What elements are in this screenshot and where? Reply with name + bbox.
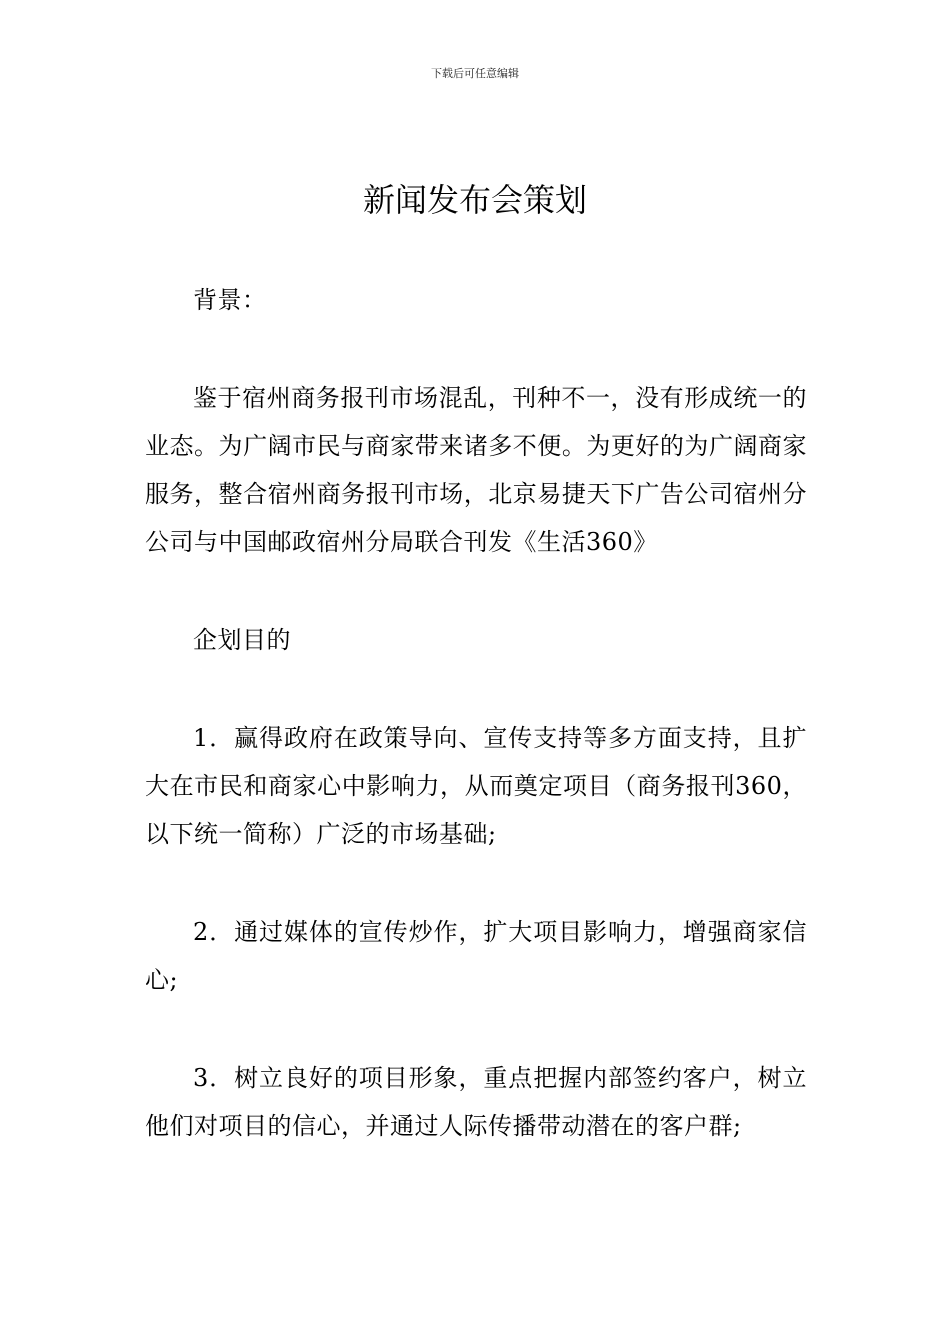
purpose-label: 企划目的 [193,626,291,654]
paragraph-spacer [145,566,807,616]
page-title: 新闻发布会策划 [362,181,587,219]
background-label: 背景： [193,286,267,314]
paragraph-spacer [145,324,807,374]
document-body [145,276,807,1150]
paragraph-spacer [145,1004,807,1054]
purpose-item-3: 3．树立良好的项目形象，重点把握内部签约客户，树立他们对项目的信心，并通过人际传播带动潜在的客户群; [145,1064,807,1140]
purpose-item-2: 2．通过媒体的宣传炒作，扩大项目影响力，增强商家信心; [145,918,807,994]
background-paragraph: 鉴于宿州商务报刊市场混乱，刊种不一，没有形成统一的业态。为广阔市民与商家带来诸多不便。为更好的为广阔商家服务，整合宿州商务报刊市场，北京易捷天下广告公司宿州分公司与中国邮政宿州分局联合刊发《生活360》 [145,384,807,556]
paragraph-spacer [145,664,807,714]
purpose-item-1: 1．赢得政府在政策导向、宣传支持等多方面支持，且扩大在市民和商家心中影响力，从而奠定项目（商务报刊360，以下统一简称）广泛的市场基础; [145,724,807,848]
paragraph-spacer [145,858,807,908]
header-note: 下载后可任意编辑 [431,67,519,80]
